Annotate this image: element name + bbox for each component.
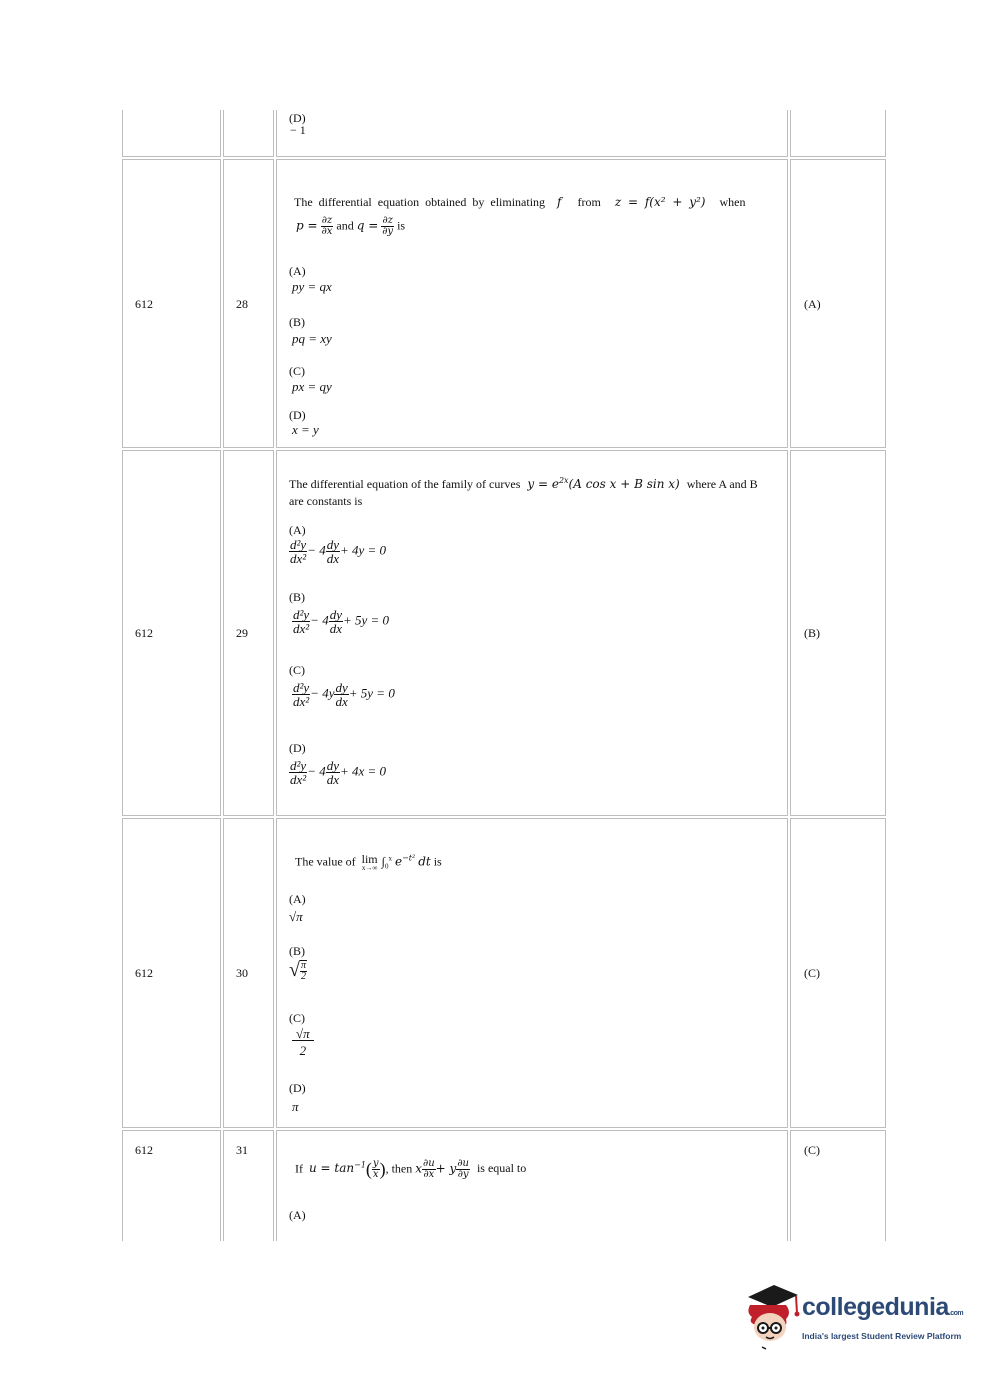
option-value: $\frac{√\pi}{2}$: [292, 1027, 314, 1057]
option-label: (A): [289, 1208, 306, 1222]
table-row: [122, 1130, 886, 1241]
question-text-line2: are constants is: [289, 494, 363, 508]
answer-cell: (C): [790, 818, 886, 1128]
option-label: (C): [289, 1011, 305, 1025]
option-value: pq = xy: [292, 331, 332, 346]
question-text-line2: p = $\frac{\partial z}{\partial x}$ and q = $\frac{\partial z}{\partial y}$ is: [296, 215, 406, 237]
table-row: [122, 450, 886, 816]
option-label: (A): [289, 264, 306, 278]
question-cell: [276, 1130, 788, 1241]
option-value: √π: [289, 909, 303, 924]
question-number-cell: 28: [223, 159, 274, 448]
option-value: py = qx: [292, 279, 332, 294]
page-number-cell: 612: [122, 1130, 221, 1241]
answer-cell: (A): [790, 159, 886, 448]
option-value: $\frac{\text{d²y}}{\text{dx²}}$ − 4 $\frac{dy}{dx}$ + 4x = 0: [290, 758, 387, 787]
option-label: (A): [289, 892, 306, 906]
page-number-cell: 612: [122, 818, 221, 1128]
brand-name: collegedunia.com: [802, 1293, 964, 1321]
option-label: (D): [289, 111, 306, 125]
option-value: $\frac{\text{d²y}}{\text{dx²}}$ − 4 $\frac{dy}{dx}$ + 5y = 0: [293, 607, 390, 636]
option-label: (D): [289, 1081, 306, 1095]
question-text: The differential equation obtained by eliminating f from z = f(x² + y²) when: [294, 195, 746, 209]
option-value: √ $\frac{\pi}{2}$: [289, 959, 306, 982]
option-value: px = qy: [292, 379, 332, 394]
option-label: (A): [289, 523, 306, 537]
answer-cell: (C): [790, 1130, 886, 1241]
question-text: The differential equation of the family of curves $y = e^{2x}(A$ cos x + B sin x) where A and B: [289, 476, 758, 491]
question-cell: [276, 818, 788, 1128]
question-cell: [276, 450, 788, 816]
page-number-cell: 612: [122, 159, 221, 448]
brand-logo[interactable]: [740, 1283, 970, 1353]
question-number-cell: 30: [223, 818, 274, 1128]
option-label: (B): [289, 315, 305, 329]
question-text: If $u = \tan^{-1}$( $\frac{y}{x}$ ), then x $\frac{\partial u}{\partial x}$ + y $\frac{\partial u}{\partial y}$ is equal to: [295, 1158, 527, 1180]
answer-cell: (B): [790, 450, 886, 816]
table-row: [122, 110, 886, 157]
mascot-icon: [740, 1283, 802, 1353]
question-text: The value of lim x→∞ $\int_0^x$ $e^{-t^2}$ dt is: [295, 852, 442, 872]
option-label: (B): [289, 944, 305, 958]
option-label: (C): [289, 663, 305, 677]
option-value: π: [292, 1099, 299, 1114]
question-number-cell: 31: [223, 1130, 274, 1241]
question-cell: [276, 110, 788, 157]
option-label: (D): [289, 408, 306, 422]
page-number-cell: 612: [122, 450, 221, 816]
brand-tagline: India's largest Student Review Platform: [802, 1331, 962, 1341]
table-row: [122, 159, 886, 448]
option-value: $\frac{\text{d²y}}{\text{dx²}}$ − 4 $\frac{dy}{dx}$ + 4y = 0: [290, 537, 387, 566]
option-label: (C): [289, 364, 305, 378]
option-label: (B): [289, 590, 305, 604]
table-row: [122, 818, 886, 1128]
option-value: x = y: [292, 422, 319, 437]
option-label: (D): [289, 741, 306, 755]
question-number-cell: 29: [223, 450, 274, 816]
answer-key-table: [122, 110, 886, 1241]
option-value: $\frac{\text{d²y}}{\text{dx²}}$ − 4y $\frac{dy}{dx}$ + 5y = 0: [293, 680, 395, 709]
option-value: − 1: [290, 123, 306, 137]
question-cell: [276, 159, 788, 448]
